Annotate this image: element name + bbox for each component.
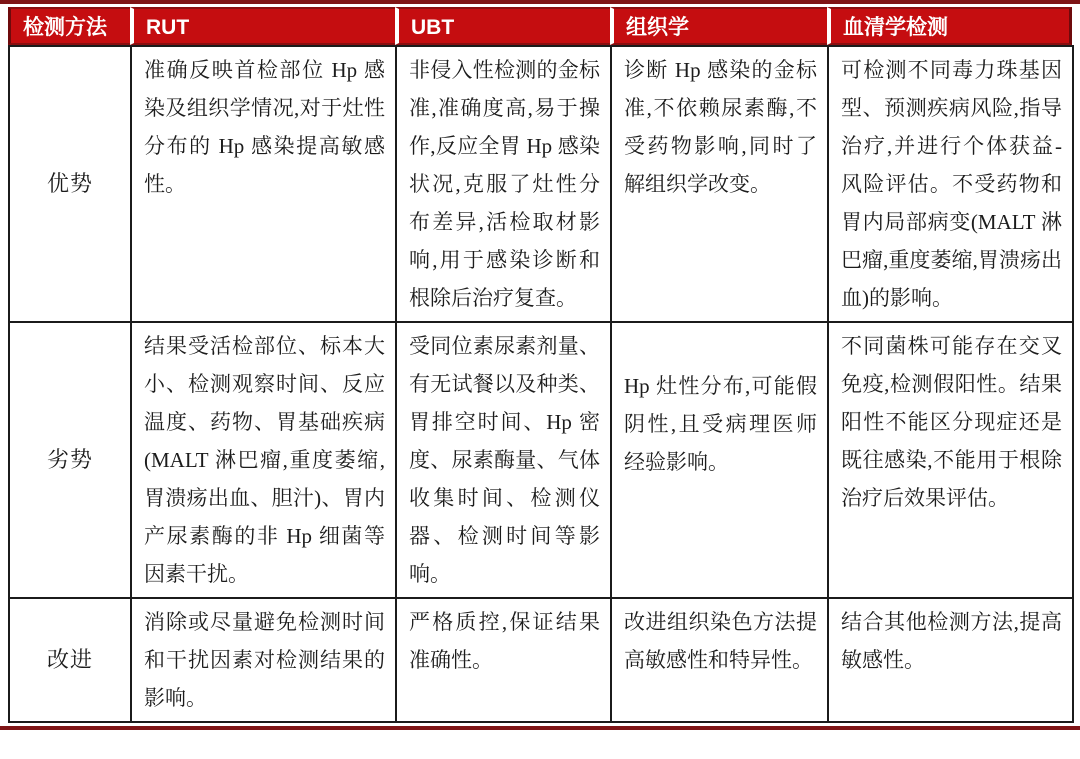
cell-disadvantages-rut: 结果受活检部位、标本大小、检测观察时间、反应温度、药物、胃基础疾病(MALT 淋巴瘤,重度萎缩,胃溃疡出血、胆汁)、胃内产尿素酶的非 Hp 细菌等因素干扰。 bbox=[131, 322, 396, 598]
cell-improvements-histology: 改进组织染色方法提高敏感性和特异性。 bbox=[611, 598, 828, 722]
top-rule bbox=[0, 0, 1080, 4]
bottom-rule bbox=[0, 726, 1080, 730]
header-cell-method: 检测方法 bbox=[8, 7, 130, 45]
header-cell-histology: 组织学 bbox=[610, 7, 827, 45]
table-row-disadvantages bbox=[9, 322, 1073, 598]
cell-improvements-serology: 结合其他检测方法,提高敏感性。 bbox=[828, 598, 1073, 722]
row-label-advantages: 优势 bbox=[9, 46, 131, 322]
table-header-row bbox=[8, 7, 1072, 45]
cell-disadvantages-histology: Hp 灶性分布,可能假阴性,且受病理医师经验影响。 bbox=[611, 322, 828, 598]
header-cell-rut: RUT bbox=[130, 7, 395, 45]
header-cell-ubt: UBT bbox=[395, 7, 610, 45]
cell-disadvantages-ubt: 受同位素尿素剂量、有无试餐以及种类、胃排空时间、Hp 密度、尿素酶量、气体收集时间、检测仪器、检测时间等影响。 bbox=[396, 322, 611, 598]
cell-advantages-rut: 准确反映首检部位 Hp 感染及组织学情况,对于灶性分布的 Hp 感染提高敏感性。 bbox=[131, 46, 396, 322]
row-label-improvements: 改进 bbox=[9, 598, 131, 722]
table-row-improvements bbox=[9, 598, 1073, 722]
header-cell-serology: 血清学检测 bbox=[827, 7, 1072, 45]
cell-advantages-serology: 可检测不同毒力珠基因型、预测疾病风险,指导治疗,并进行个体获益-风险评估。不受药物和胃内局部病变(MALT 淋巴瘤,重度萎缩,胃溃疡出血)的影响。 bbox=[828, 46, 1073, 322]
cell-improvements-rut: 消除或尽量避免检测时间和干扰因素对检测结果的影响。 bbox=[131, 598, 396, 722]
row-label-disadvantages: 劣势 bbox=[9, 322, 131, 598]
cell-advantages-ubt: 非侵入性检测的金标准,准确度高,易于操作,反应全胃 Hp 感染状况,克服了灶性分布差异,活检取材影响,用于感染诊断和根除后治疗复查。 bbox=[396, 46, 611, 322]
cell-improvements-ubt: 严格质控,保证结果准确性。 bbox=[396, 598, 611, 722]
table-row-advantages bbox=[9, 46, 1073, 322]
hp-test-comparison-table bbox=[8, 45, 1074, 723]
cell-disadvantages-serology: 不同菌株可能存在交叉免疫,检测假阳性。结果阳性不能区分现症还是既往感染,不能用于根除治疗后效果评估。 bbox=[828, 322, 1073, 598]
cell-advantages-histology: 诊断 Hp 感染的金标准,不依赖尿素酶,不受药物影响,同时了解组织学改变。 bbox=[611, 46, 828, 322]
